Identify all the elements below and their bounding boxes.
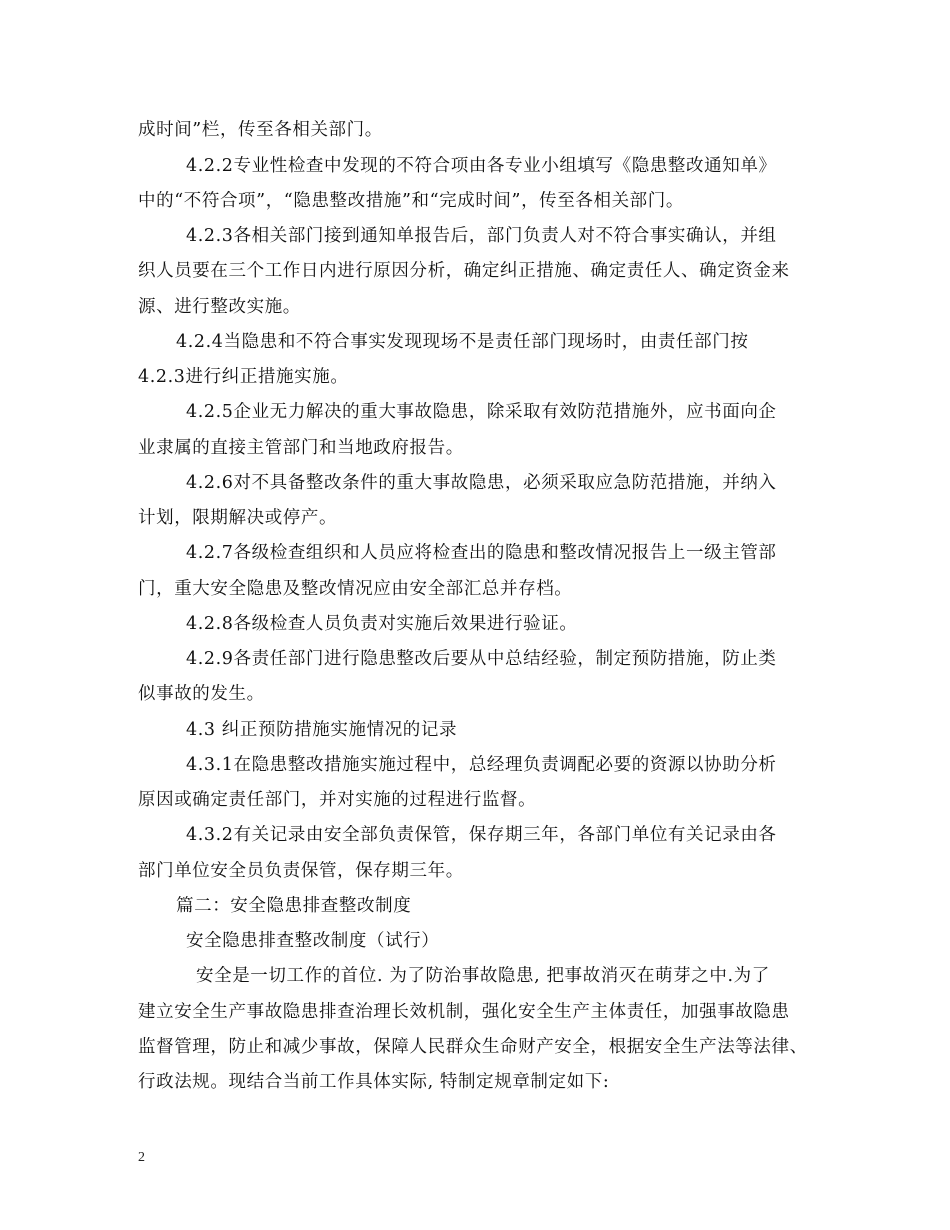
text-line: 监督管理，防止和减少事故，保障人民群众生命财产安全，根据安全生产法等法律、	[138, 1037, 808, 1057]
page-number: 2	[138, 1150, 145, 1165]
text-line: 似事故的发生。	[138, 684, 265, 704]
chapter-heading: 篇二：安全隐患排查整改制度	[176, 896, 412, 916]
text-line: 门，重大安全隐患及整改情况应由安全部汇总并存档。	[138, 579, 573, 599]
text-line: 源、进行整改实施。	[138, 297, 301, 317]
text-line: 4.2.8各级检查人员负责对实施后效果进行验证。	[186, 614, 578, 634]
text-line: 4.2.3各相关部门接到通知单报告后，部门负责人对不符合事实确认，并组	[186, 226, 777, 246]
text-line: 4.2.2专业性检查中发现的不符合项由各专业小组填写《隐患整改通知单》	[186, 156, 777, 176]
text-line: 成时间”栏，传至各相关部门。	[138, 120, 383, 140]
text-line: 业隶属的直接主管部门和当地政府报告。	[138, 438, 464, 458]
text-line: 行政法规。现结合当前工作具体实际, 特制定规章制定如下:	[138, 1072, 610, 1092]
text-line: 4.2.5企业无力解决的重大事故隐患，除采取有效防范措施外，应书面向企	[186, 402, 777, 422]
text-line: 4.3.1在隐患整改措施实施过程中，总经理负责调配必要的资源以协助分析	[186, 755, 777, 775]
text-line: 4.3.2有关记录由安全部负责保管，保存期三年，各部门单位有关记录由各	[186, 825, 777, 845]
text-line: 安全是一切工作的首位. 为了防治事故隐患, 把事故消灭在萌芽之中.为了	[196, 966, 770, 986]
text-line: 4.2.9各责任部门进行隐患整改后要从中总结经验，制定预防措施，防止类	[186, 649, 777, 669]
text-line: 4.2.3进行纠正措施实施。	[138, 367, 349, 387]
text-line: 织人员要在三个工作日内进行原因分析，确定纠正措施、确定责任人、确定资金来	[138, 261, 790, 281]
text-line: 4.2.6对不具备整改条件的重大事故隐患，必须采取应急防范措施，并纳入	[186, 473, 777, 493]
text-line: 4.2.7各级检查组织和人员应将检查出的隐患和整改情况报告上一级主管部	[186, 543, 777, 563]
text-line: 计划，限期解决或停产。	[138, 508, 338, 528]
text-line: 中的“不符合项”，“隐患整改措施”和“完成时间”，传至各相关部门。	[138, 191, 684, 211]
document-title: 安全隐患排查整改制度（试行）	[186, 931, 440, 951]
section-heading: 4.3 纠正预防措施实施情况的记录	[186, 720, 458, 740]
text-line: 部门单位安全员负责保管，保存期三年。	[138, 861, 464, 881]
text-line: 建立安全生产事故隐患排查治理长效机制，强化安全生产主体责任，加强事故隐患	[138, 1002, 790, 1022]
text-line: 原因或确定责任部门，并对实施的过程进行监督。	[138, 790, 537, 810]
text-line: 4.2.4当隐患和不符合事实发现现场不是责任部门现场时，由责任部门按	[176, 332, 749, 352]
